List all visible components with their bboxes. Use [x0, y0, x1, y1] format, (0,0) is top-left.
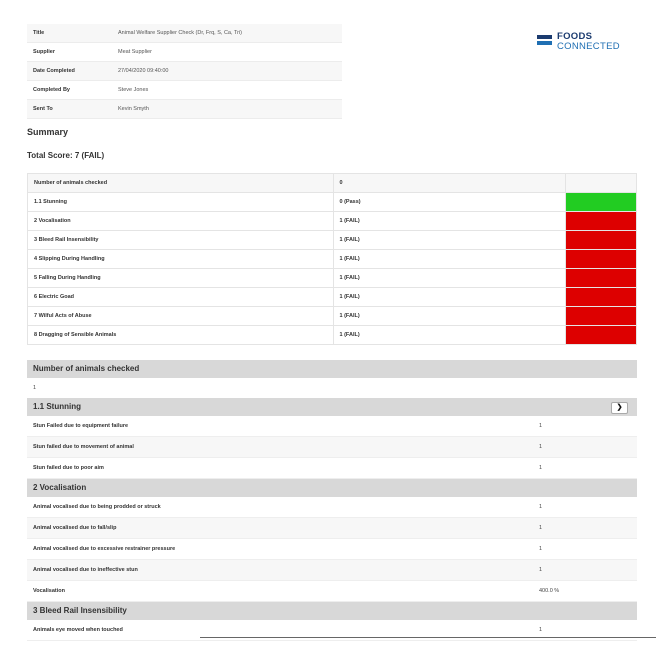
- answer-value: 1: [539, 465, 543, 471]
- score-row: [28, 231, 637, 250]
- stunning-rows: [27, 416, 637, 479]
- answer-value: 1: [539, 546, 543, 552]
- score-row: [28, 250, 637, 269]
- score-row: [28, 307, 637, 326]
- score-summary-table: [27, 173, 637, 345]
- question-row: [27, 560, 637, 581]
- question-label: Animals eye moved when touched: [33, 627, 123, 633]
- score-value: 1 (FAIL): [333, 288, 566, 307]
- score-value: 0 (Pass): [333, 193, 566, 212]
- fail-status-indicator: [566, 307, 637, 326]
- page-divider: [200, 637, 656, 638]
- score-row: [28, 174, 637, 193]
- score-label: Number of animals checked: [28, 174, 334, 193]
- question-label: Stun Failed due to equipment failure: [33, 423, 129, 429]
- detail-sections: [27, 360, 637, 641]
- score-row: [28, 326, 637, 345]
- section-header-stunning[interactable]: [27, 398, 637, 416]
- answer-value: 1: [539, 525, 543, 531]
- question-row: [27, 416, 637, 437]
- fail-status-indicator: [566, 288, 637, 307]
- logo-text-connected: CONNECTED: [557, 41, 620, 52]
- score-row: [28, 288, 637, 307]
- score-label: 4 Slipping During Handling: [28, 250, 334, 269]
- score-value: 1 (FAIL): [333, 212, 566, 231]
- info-value: 27/04/2020 09:40:00: [112, 62, 342, 81]
- question-label: Animal vocalised due to fall/slip: [33, 525, 117, 531]
- info-label: Supplier: [27, 43, 112, 62]
- logo-bars-icon: [537, 35, 552, 47]
- info-value: Steve Jones: [112, 81, 342, 100]
- score-row: [28, 269, 637, 288]
- animals-checked-value: 1: [33, 385, 37, 391]
- answer-value: 1: [539, 567, 543, 573]
- report-info-table: [27, 24, 342, 119]
- score-label: 8 Dragging of Sensible Animals: [28, 326, 334, 345]
- score-label: 1.1 Stunning: [28, 193, 334, 212]
- fail-status-indicator: [566, 326, 637, 345]
- info-label: Date Completed: [27, 62, 112, 81]
- score-label: 7 Wilful Acts of Abuse: [28, 307, 334, 326]
- foods-connected-logo: [537, 31, 627, 53]
- answer-value: 1: [539, 504, 543, 510]
- question-label: Animal vocalised due to ineffective stun: [33, 567, 138, 573]
- info-label: Title: [27, 24, 112, 43]
- score-row: [28, 212, 637, 231]
- info-label: Sent To: [27, 100, 112, 119]
- question-row: [27, 539, 637, 560]
- info-row-completed-by: [27, 81, 342, 100]
- total-score: Total Score: 7 (FAIL): [27, 151, 105, 160]
- question-row: [27, 437, 637, 458]
- answer-value: 400.0 %: [539, 588, 560, 594]
- answer-value: 1: [539, 444, 543, 450]
- info-row-sent-to: [27, 100, 342, 119]
- status-cell: [566, 174, 637, 193]
- score-row: [28, 193, 637, 212]
- fail-status-indicator: [566, 269, 637, 288]
- score-label: 6 Electric Goad: [28, 288, 334, 307]
- score-value: 1 (FAIL): [333, 307, 566, 326]
- section-header-animals-checked: Number of animals checked: [27, 360, 637, 378]
- question-row: [27, 581, 637, 602]
- info-label: Completed By: [27, 81, 112, 100]
- fail-status-indicator: [566, 212, 637, 231]
- vocalisation-rows: [27, 497, 637, 602]
- info-row-date-completed: [27, 62, 342, 81]
- score-value: 1 (FAIL): [333, 250, 566, 269]
- question-row: [27, 458, 637, 479]
- score-label: 5 Falling During Handling: [28, 269, 334, 288]
- section-title: 1.1 Stunning: [33, 402, 81, 411]
- question-label: Animal vocalised due to being prodded or struck: [33, 504, 161, 510]
- info-value: Meat Supplier: [112, 43, 342, 62]
- answer-value: 1: [539, 627, 543, 633]
- question-row: [27, 518, 637, 539]
- pass-status-indicator: [566, 193, 637, 212]
- question-label: Stun failed due to movement of animal: [33, 444, 134, 450]
- question-label: Animal vocalised due to excessive restrainer pressure: [33, 546, 176, 552]
- chevron-down-icon[interactable]: ❯: [611, 402, 628, 414]
- fail-status-indicator: [566, 231, 637, 250]
- score-value: 0: [333, 174, 566, 193]
- info-row-supplier: [27, 43, 342, 62]
- score-value: 1 (FAIL): [333, 231, 566, 250]
- section-header-bleed-rail: 3 Bleed Rail Insensibility: [27, 602, 637, 620]
- question-label: Vocalisation: [33, 588, 65, 594]
- score-value: 1 (FAIL): [333, 326, 566, 345]
- score-label: 3 Bleed Rail Insensibility: [28, 231, 334, 250]
- section-header-vocalisation: 2 Vocalisation: [27, 479, 637, 497]
- score-label: 2 Vocalisation: [28, 212, 334, 231]
- question-label: Stun failed due to poor aim: [33, 465, 104, 471]
- info-value: Animal Welfare Supplier Check (Dr, Frq, S, Ca, Tri): [112, 24, 342, 43]
- info-row-title: [27, 24, 342, 43]
- info-value: Kevin Smyth: [112, 100, 342, 119]
- logo-text-foods: FOODS: [557, 31, 593, 42]
- fail-status-indicator: [566, 250, 637, 269]
- score-value: 1 (FAIL): [333, 269, 566, 288]
- answer-value: 1: [539, 423, 543, 429]
- summary-heading: Summary: [27, 127, 69, 137]
- question-row: [27, 497, 637, 518]
